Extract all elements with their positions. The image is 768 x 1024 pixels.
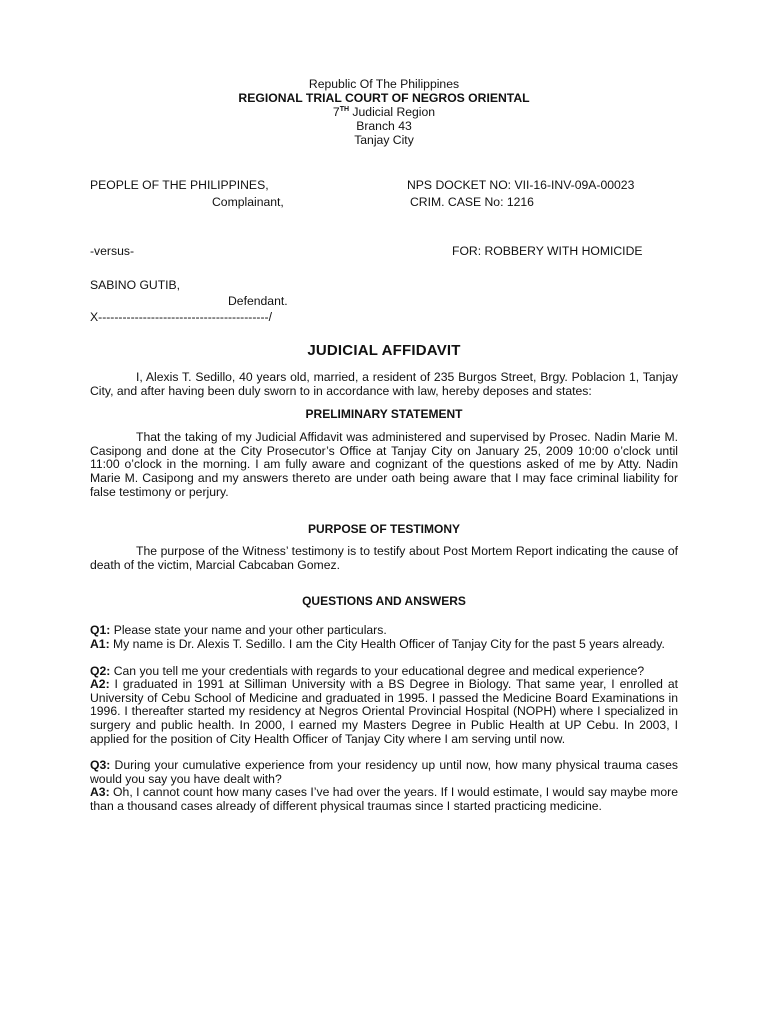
caption-closing-line: X------------------------------------------/ xyxy=(90,310,272,324)
affidavit-page xyxy=(90,77,678,813)
region-superscript: TH xyxy=(339,105,350,113)
answer-text: I graduated in 1991 at Silliman University with a BS Degree in Biology. That same year, I enrolled at University of Cebu School of Medicine and graduated in 1995. I passed the Medicine Board Examinations in 1996. I thereafter started my residency at Negros Oriental Provincial Hospital (NOPH) where I specialized in surgery and public health. In 2000, I earned my Masters Degree in Public Health at UP Cebu. In 2003, I applied for the position of City Health Officer of Tanjay City where I am serving until now. xyxy=(90,677,678,746)
answer-label: A2: xyxy=(90,677,110,692)
question-text: During your cumulative experience from your residency up until now, how many physical trauma cases would you say you have dealt with? xyxy=(90,758,678,786)
preliminary-paragraph: That the taking of my Judicial Affidavit was administered and supervised by Prosec. Nadin Marie M. Casipong and done at the City Prosecutor’s Office at Tanjay City on January 25, 2009 10:00 o’clock until 11:00 o’clock in the morning. I am fully aware and cognizant of the questions asked of me by Atty. Nadin Marie M. Casipong and my answers thereto are under oath being aware that I may face criminal liability for false testimony or perjury. xyxy=(90,430,678,499)
answer-3 xyxy=(90,786,678,813)
purpose-heading: PURPOSE OF TESTIMONY xyxy=(307,522,460,537)
question-3 xyxy=(90,759,678,786)
question-text: Can you tell me your credentials with regards to your educational degree and medical experience? xyxy=(110,663,645,678)
court-name: REGIONAL TRIAL COURT OF NEGROS ORIENTAL xyxy=(238,91,530,105)
question-label: Q1: xyxy=(90,623,111,638)
answer-label: A1: xyxy=(90,636,110,651)
region-number: 7 xyxy=(332,105,340,119)
qa-item xyxy=(90,624,678,651)
answer-text: My name is Dr. Alexis T. Sedillo. I am the City Health Officer of Tanjay City for the past 5 years already. xyxy=(109,636,665,651)
question-label: Q2: xyxy=(90,663,111,678)
question-label: Q3: xyxy=(90,758,111,773)
document-title: JUDICIAL AFFIDAVIT xyxy=(307,342,461,359)
branch-line: Branch 43 xyxy=(356,119,412,133)
defendant-role: Defendant. xyxy=(228,294,288,308)
qa-item xyxy=(90,759,678,813)
versus-label: -versus- xyxy=(90,244,135,258)
intro-paragraph: I, Alexis T. Sedillo, 40 years old, married, a resident of 235 Burgos Street, Brgy. Poblacion 1, Tanjay City, and after having been duly sworn to in accordance with law, hereby deposes and states: xyxy=(90,370,678,398)
judicial-region xyxy=(90,105,678,119)
plaintiff-role: Complainant, xyxy=(212,195,284,209)
charge-label: FOR: ROBBERY WITH HOMICIDE xyxy=(452,244,643,258)
plaintiff-name: PEOPLE OF THE PHILIPPINES, xyxy=(90,178,269,192)
answer-text: Oh, I cannot count how many cases I’ve had over the years. If I would estimate, I would say maybe more than a thousand cases already of different physical traumas since I started practicing medicine. xyxy=(90,785,678,813)
answer-label: A3: xyxy=(90,785,110,800)
preliminary-heading: PRELIMINARY STATEMENT xyxy=(305,407,463,422)
region-text: Judicial Region xyxy=(349,105,436,119)
answer-2 xyxy=(90,678,678,746)
question-2 xyxy=(90,665,678,679)
qa-list xyxy=(90,624,678,813)
city-line: Tanjay City xyxy=(354,133,414,147)
case-caption xyxy=(90,178,678,338)
question-text: Please state your name and your other particulars. xyxy=(110,623,387,638)
criminal-case-number: CRIM. CASE No: 1216 xyxy=(410,195,534,209)
question-1 xyxy=(90,624,678,638)
republic-line: Republic Of The Philippines xyxy=(308,77,460,91)
defendant-name: SABINO GUTIB, xyxy=(90,278,181,292)
qa-heading: QUESTIONS AND ANSWERS xyxy=(302,594,466,609)
docket-number: NPS DOCKET NO: VII-16-INV-09A-00023 xyxy=(407,178,635,192)
answer-1 xyxy=(90,638,678,652)
purpose-paragraph: The purpose of the Witness’ testimony is to testify about Post Mortem Report indicating the cause of death of the victim, Marcial Cabcaban Gomez. xyxy=(90,544,678,572)
qa-item xyxy=(90,665,678,747)
